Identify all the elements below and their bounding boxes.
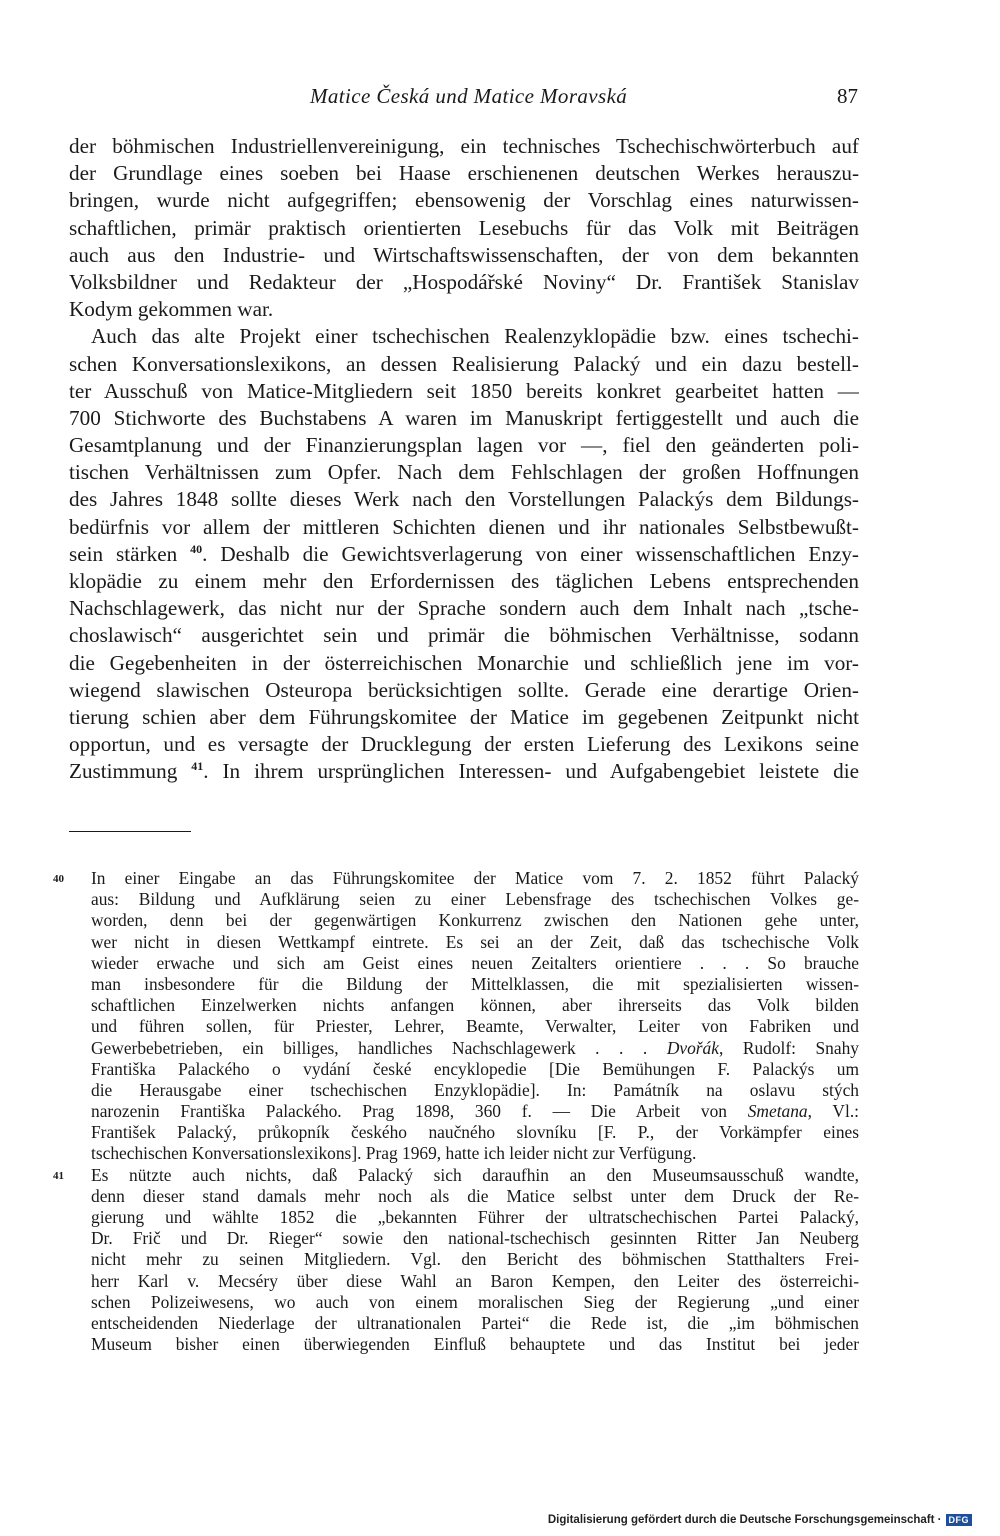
text-line: Kodym gekommen war. (69, 297, 274, 322)
text-fragment: Gewerbebetrieben, ein billiges, handliches Nachschlagewerk . . . (91, 1037, 648, 1058)
text-line: Nachschlagewerk, das nicht nur der Sprache sondern auch dem Inhalt nach „tsche- (69, 596, 859, 621)
text-line: tierung schien aber dem Führungskomitee der Matice im gegebenen Zeitpunkt nicht (69, 704, 859, 729)
text-line (69, 541, 859, 568)
footnote-line: herr Karl v. Mecséry über diese Wahl an Baron Kempen, den Leiter des österreichi- (91, 1270, 859, 1291)
dfg-logo: DFG (946, 1514, 973, 1526)
text-line: Gesamtplanung und der Finanzierungsplan lagen vor —, fiel den geänderten poli- (69, 433, 859, 458)
text-line: der böhmischen Industriellenvereinigung, ein technisches Tschechischwörterbuch auf (69, 134, 859, 158)
text-line: choslawisch“ ausgerichtet sein und primär die böhmischen Verhältnisse, sodann (69, 623, 859, 648)
text-line: die Gegebenheiten in der österreichischen Monarchie und schließlich jene im vor- (69, 650, 859, 675)
text-line: ter Ausschuß von Matice-Mitgliedern seit 1850 bereits konkret gearbeitet hatten — (69, 378, 859, 403)
footnote-line: nicht mehr zu seinen Mitgliedern. Vgl. den Bericht des böhmischen Statthalters Frei- (91, 1249, 859, 1270)
running-title: Matice Česká und Matice Moravská (310, 84, 628, 108)
text-line: der Grundlage eines soeben bei Haase erschienenen deutschen Werkes herauszu- (69, 161, 859, 186)
text-line: klopädie zu einem mehr den Erfordernissen des täglichen Lebens entsprechenden (69, 569, 859, 593)
running-header (0, 84, 1000, 114)
text-line: schaftlichen, primär praktisch orientierten Lesebuchs für das Volk mit Beiträgen (69, 215, 859, 240)
footnote-line: Františka Palackého o vydání české encyklopedie [Die Bemühungen F. Palackýs um (91, 1058, 859, 1079)
footnote-line (91, 1101, 859, 1122)
text-line: opportun, und es versagte der Drucklegung der ersten Lieferung des Lexikons seine (69, 732, 859, 757)
digitization-credit (548, 1514, 972, 1526)
footnote-line: František Palacký, průkopník českého naučného slovníku [F. P., der Vorkämpfer eines (91, 1122, 859, 1143)
footnote-line: In einer Eingabe an das Führungskomitee der Matice vom 7. 2. 1852 führt Palacký (91, 868, 859, 888)
text-line: auch aus den Industrie- und Wirtschaftswissenschaften, der von dem bekannten (69, 242, 859, 267)
page-number: 87 (837, 84, 858, 108)
text-line: bringen, wurde nicht aufgegriffen; ebensowenig der Vorschlag eines naturwissen- (69, 188, 859, 213)
footnote-number: 41 (53, 1169, 64, 1182)
footnote-number: 40 (53, 873, 64, 885)
credit-text: Digitalisierung gefördert durch die Deutsche Forschungsgemeinschaft · (547, 1514, 942, 1526)
footnote-line: entscheidenden Niederlage der ultranationalen Partei“ die Rede ist, die „im böhmischen (91, 1312, 859, 1333)
author-name: Smetana (747, 1101, 808, 1122)
footnote-separator (69, 831, 191, 832)
footnote-line: schen Polizeiwesens, wo auch von einem moralischen Sieg der Regierung „und einer (91, 1291, 859, 1312)
footnote-line: denn dieser stand damals mehr noch als die Matice selbst unter dem Druck der Re- (91, 1185, 859, 1206)
footnote-line: worden, denn bei der gegenwärtigen Konkurrenz zwischen den Nationen gehe unter, (91, 910, 859, 931)
footnote-line: Es nützte auch nichts, daß Palacký sich daraufhin an den Museumsausschuß wandte, (91, 1164, 859, 1185)
text-fragment: . Deshalb die Gewichtsverlagerung von einer wissenschaftlichen Enzy- (202, 541, 859, 566)
author-name: Dvořák (666, 1037, 719, 1058)
footnote-40 (53, 868, 859, 1165)
footnote-line: aus: Bildung und Aufklärung seien zu einer Lebensfrage des tschechischen Volkes ge- (91, 889, 859, 910)
footnote-line: man insbesondere für die Bildung der Mittelklassen, die mit spezialisierten wissen- (91, 973, 859, 994)
footnote-ref-41[interactable]: 41 (191, 759, 204, 774)
footnote-ref-40[interactable]: 40 (190, 541, 203, 556)
text-fragment: , Vl.: (807, 1101, 859, 1122)
footnote-line: und führen sollen, für Priester, Lehrer, Beamte, Verwalter, Leiter von Fabriken und (91, 1016, 859, 1037)
footnote-line: Dr. Frič und Dr. Rieger“ sowie den national-tschechisch gesinnten Ritter Jan Neuberg (91, 1228, 859, 1249)
footnote-line (91, 1038, 859, 1059)
text-fragment: sein stärken (69, 541, 178, 566)
footnote-line: schaftlichen Einzelwerken nichts anfangen können, aber ihrerseits das Volk bilden (91, 995, 859, 1016)
text-line: schen Konversationslexikons, an dessen Realisierung Palacký und ein dazu bestell- (69, 351, 859, 376)
text-line: Auch das alte Projekt einer tschechischen Realenzyklopädie bzw. eines tschechi- (91, 324, 859, 349)
text-line: tischen Verhältnissen zum Opfer. Nach dem Fehlschlagen der großen Hoffnungen (69, 460, 859, 485)
text-line: wiegend slawischen Osteuropa berücksichtigen sollte. Gerade eine derartige Orien- (69, 677, 859, 702)
text-fragment: , Rudolf: Snahy (718, 1037, 859, 1058)
text-line: des Jahres 1848 sollte dieses Werk nach den Vorstellungen Palackýs dem Bildungs- (69, 487, 859, 512)
footnote-line: tschechischen Konversationslexikons]. Prag 1969, hatte ich leider nicht zur Verfügung. (91, 1143, 697, 1164)
text-fragment: Zustimmung (69, 759, 178, 784)
text-line: bedürfnis vor allem der mittleren Schichten dienen und ihr nationales Selbstbewußt- (69, 514, 859, 539)
main-text (69, 133, 859, 786)
footnote-41 (53, 1164, 859, 1356)
footnotes (53, 868, 859, 1355)
text-fragment: narozenin Františka Palackého. Prag 1898, 360 f. — Die Arbeit von (91, 1101, 727, 1122)
text-fragment: . In ihrem ursprünglichen Interessen- und Aufgabengebiet leistete die (203, 759, 859, 784)
footnote-line: Museum bisher einen überwiegenden Einfluß behauptete und das Institut bei jeder (91, 1334, 859, 1355)
footnote-line: die Herausgabe einer tschechischen Enzyklopädie]. In: Památník na oslavu stých (91, 1079, 859, 1100)
text-line (69, 758, 859, 785)
text-line: Volksbildner und Redakteur der „Hospodářské Noviny“ Dr. František Stanislav (69, 269, 859, 294)
text-line: 700 Stichworte des Buchstabens A waren im Manuskript fertiggestellt und auch die (69, 405, 859, 430)
footnote-line: wieder erwache und sich am Geist eines neuen Zeitalters orientiere . . . So brauche (91, 952, 859, 973)
footnote-line: wer nicht in diesen Wettkampf eintrete. Es sei an der Zeit, daß das tschechische Volk (91, 931, 859, 952)
footnote-line: gierung und wählte 1852 die „bekannten Führer der ultratschechischen Partei Palacký, (91, 1207, 859, 1227)
